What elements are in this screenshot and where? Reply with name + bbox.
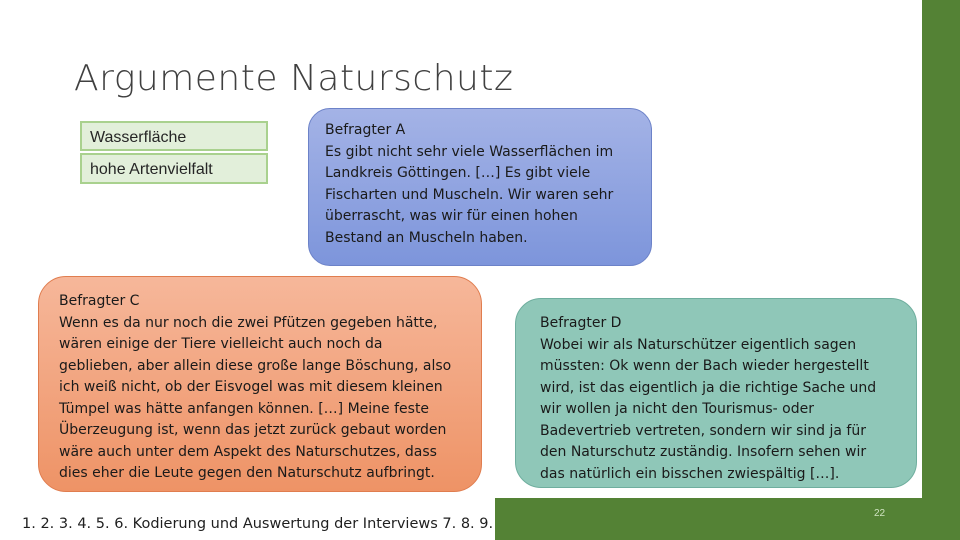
quote-bubble-c xyxy=(38,276,482,492)
quote-bubble-a xyxy=(308,108,652,266)
footer-navigation[interactable]: 1. 2. 3. 4. 5. 6. Kodierung und Auswertung der Interviews 7. 8. 9. xyxy=(22,516,494,532)
quote-c-text: Wenn es da nur noch die zwei Pfützen gegeben hätte, wären einige der Tiere vielleicht auch noch da geblieben, aber allein diese große lange Böschung, also ich weiß nicht, ob der Eisvogel was mit diesem kleinen Tümpel was hätte anfangen können. […] Meine feste Überzeugung ist, wenn das jetzt zurück gebaut worden wäre auch unter dem Aspekt des Naturschutzes, dass dies eher die Leute gegen den Naturschutz aufbringt. xyxy=(59,314,452,481)
quote-a-text: Es gibt nicht sehr viele Wasserflächen im Landkreis Göttingen. […] Es gibt viele Fischarten und Muscheln. Wir waren sehr überrascht, was wir für einen hohen Bestand an Muscheln haben. xyxy=(325,143,614,246)
code-item-artenvielfalt: hohe Artenvielfalt xyxy=(80,153,268,184)
footer-accent-band xyxy=(495,498,922,540)
quote-d-label: Befragter D xyxy=(540,315,622,331)
quote-bubble-d xyxy=(515,298,917,488)
quote-c-label: Befragter C xyxy=(59,293,140,309)
slide-title: Argumente Naturschutz xyxy=(74,58,514,99)
quote-d-text: Wobei wir als Naturschützer eigentlich sagen müssten: Ok wenn der Bach wieder hergestellt wird, ist das eigentlich ja die richtige Sache und wir wollen ja nicht den Tourismus- oder Badevertrieb vertreten, sondern wir sind ja für den Naturschutz zuständig. Insofern sehen wir das natürlich ein bisschen zwiespältig […]. xyxy=(540,336,877,482)
code-item-wasserflaeche: Wasserfläche xyxy=(80,121,268,151)
quote-a-label: Befragter A xyxy=(325,122,406,138)
code-list xyxy=(80,121,268,184)
page-number: 22 xyxy=(874,508,886,519)
side-accent-bar xyxy=(922,0,960,540)
